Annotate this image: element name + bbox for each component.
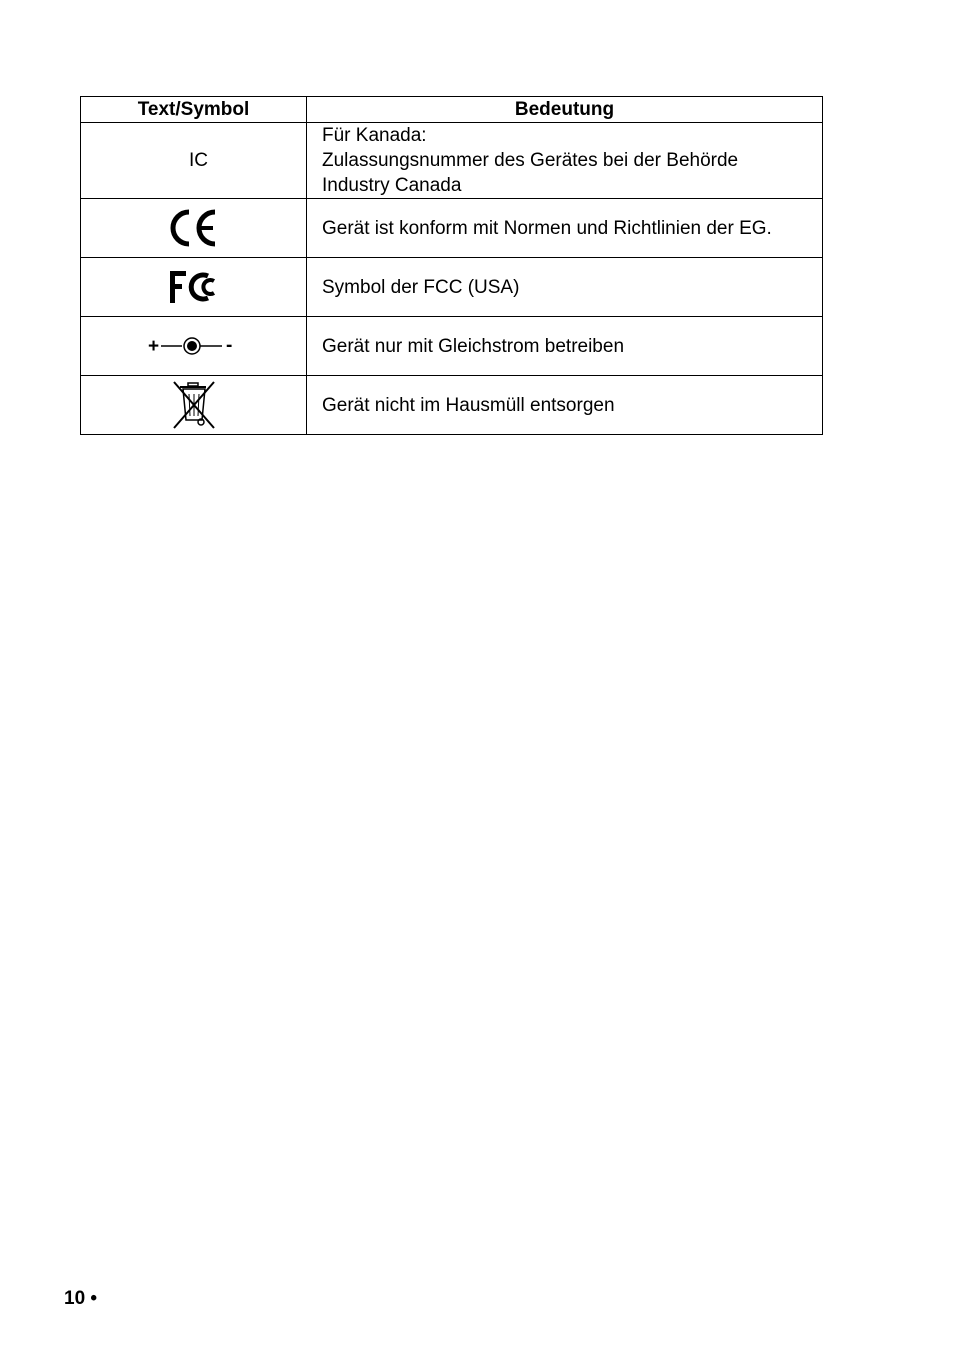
table-row [81,376,823,435]
meaning-line: Für Kanada: [322,125,427,146]
meaning-line: Gerät nur mit Gleichstrom betreiben [322,335,625,357]
symbol-table [80,96,823,435]
meaning-line: Industry Canada [322,175,462,196]
minus-sign: - [225,335,232,356]
symbol-cell [81,376,307,435]
table-row [81,123,823,199]
meaning-cell [307,258,823,317]
meaning-line: Symbol der FCC (USA) [322,276,520,298]
meaning-cell [307,317,823,376]
header-symbol: Text/Symbol [81,97,307,123]
meaning-line: Zulassungsnummer des Gerätes bei der Behörde [322,150,739,171]
plus-sign: + [147,336,159,357]
table-header-row [81,97,823,123]
fcc-logo-icon [168,268,220,306]
symbol-cell [81,199,307,258]
meaning-cell [307,376,823,435]
meaning-cell [307,123,823,199]
table-row [81,258,823,317]
page-number: 10 • [64,1288,98,1309]
symbol-cell [81,123,307,199]
table-row [81,199,823,258]
meaning-cell [307,199,823,258]
ce-mark-icon [167,208,221,248]
table-row [81,317,823,376]
ic-label: IC [189,149,208,171]
dc-polarity-icon [148,334,240,358]
crossed-bin-icon [170,380,218,430]
symbol-cell [81,258,307,317]
symbol-cell [81,317,307,376]
meaning-line: Gerät ist konform mit Normen und Richtlinien der EG. [322,217,772,239]
header-meaning: Bedeutung [307,97,823,123]
meaning-line: Gerät nicht im Hausmüll entsorgen [322,394,615,416]
